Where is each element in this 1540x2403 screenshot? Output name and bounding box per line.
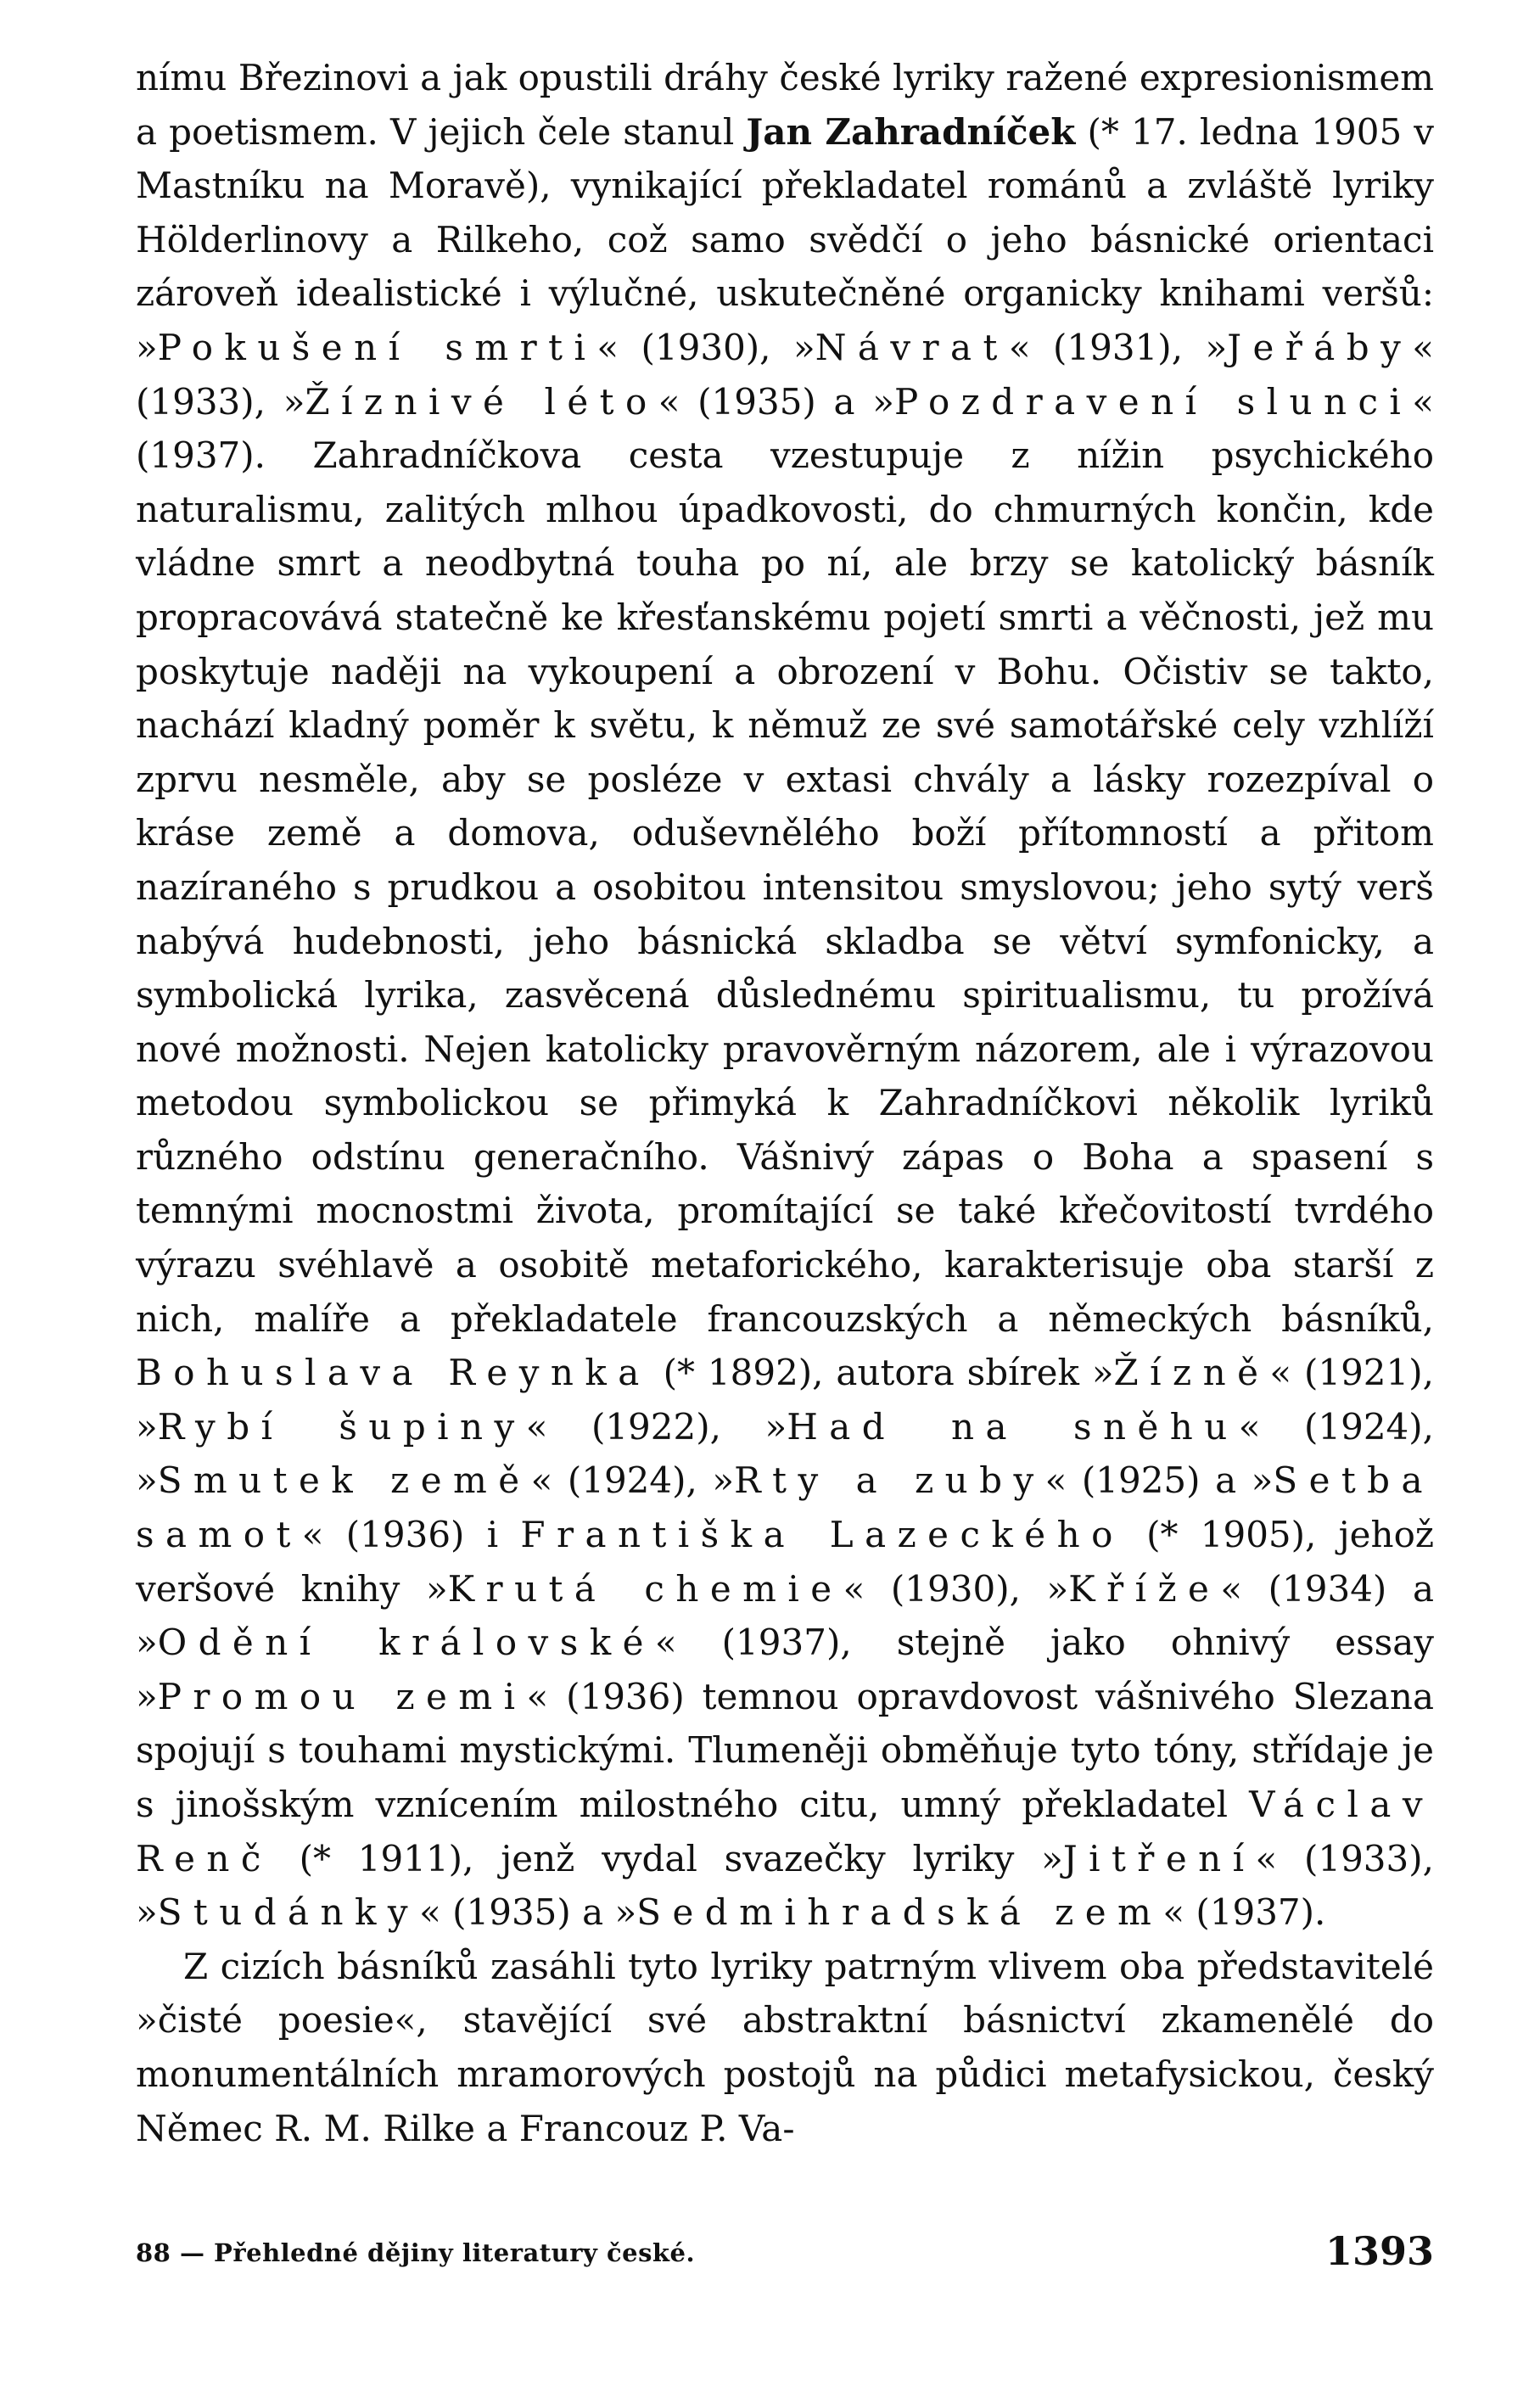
text-run: Z cizích básníků zasáhli tyto lyriky patrným vlivem oba představitelé »čisté poesie«, stavějící své abstraktní básnictví zkamenělé do monumentálních mramorových postojů na půdici metafysickou, český Němec R. M. Rilke a Francouz P. Va- — [136, 1945, 1434, 2149]
text-run: « (1930), » — [843, 1567, 1069, 1610]
spaced-title: Žíznivé léto — [305, 380, 658, 423]
text-run: (* 1911), jenž vydal svazečky lyriky » — [272, 1837, 1063, 1879]
text-run: « (1922), » — [525, 1405, 787, 1448]
text-run: « (1925) a » — [1044, 1459, 1274, 1502]
text-run: « (1935) a » — [419, 1891, 637, 1934]
spaced-title: Jitření — [1062, 1837, 1256, 1879]
text-run: « (1936) i — [301, 1514, 521, 1556]
text-run: « (1937), stejně jako ohnivý essay » — [136, 1622, 1434, 1717]
paragraph-1 — [136, 51, 1434, 1940]
text-run: « (1934) a » — [136, 1567, 1434, 1664]
spaced-title: Václav Renč — [136, 1784, 1434, 1879]
text-run: « (1930), » — [596, 326, 815, 368]
text-run: « (1933), » — [136, 326, 1434, 423]
spaced-title: Setba samot — [136, 1459, 1434, 1556]
spaced-title: Studánky — [157, 1891, 420, 1934]
spaced-title: Odění královské — [157, 1622, 655, 1664]
paragraph-2 — [136, 1940, 1434, 2155]
spaced-title: Rty a zuby — [734, 1459, 1045, 1502]
text-run: « (1937). — [1162, 1891, 1326, 1934]
spaced-title: Smutek země — [157, 1459, 531, 1502]
spaced-title: Rybí šupiny — [157, 1405, 526, 1448]
text-run: « (1931), » — [1008, 326, 1228, 368]
text-run: « (1933), » — [136, 1837, 1434, 1934]
spaced-title: Kříže — [1068, 1567, 1221, 1610]
spaced-title: Bohuslava Reynka — [136, 1352, 651, 1394]
spaced-title: Pokušení smrti — [157, 326, 597, 368]
spaced-title: Sedmihradská zem — [636, 1891, 1163, 1934]
spaced-title: Františka Lazeckého — [520, 1514, 1124, 1556]
page-footer — [136, 2228, 1434, 2288]
printer-signature: 88 — Přehledné dějiny literatury české. — [136, 2238, 696, 2267]
text-run: « (1935) a » — [658, 380, 894, 423]
text-run: (* 1905), jehož veršové knihy » — [136, 1514, 1435, 1610]
text-run: « (1937). Zahradníčkova cesta vzestupuje z nížin psychického naturalismu, zalitých mlhou úpadkovosti, do chmurných končin, kde vládne smrt a neodbytná touha po ní, ale brzy se katolický básník propracovává statečně ke křesťanskému pojetí smrti a věčnosti, jež mu poskytuje naději na vykoupení a obrození v Bohu. Očistiv se takto, nachází kladný poměr k světu, k němuž ze své samotářské cely vzhlíží zprvu nesměle, aby se posléze v extasi chvály a lásky rozezpíval o kráse země a domova, oduševnělého boží přítomností a přitom nazíraného s prudkou a osobitou intensitou smyslovou; jeho sytý verš nabývá hudebnosti, jeho básnická skladba se větví symfonicky, a symbolická lyrika, zasvěcená důslednému spiritualismu, tu prožívá nové možnosti. Nejen katolicky pravověrným názorem, ale i výrazovou metodou symbolickou se přimyká k Zahradníčkovi několik lyriků různého odstínu generačního. Vášnivý zápas o Boha a spasení s temnými mocnostmi života, promítající se také křečovitostí tvrdého výrazu svéhlavě a osobitě metaforického, karakterisuje oba starší z nich, malíře a překladatele francouzských a německých básníků, — [136, 380, 1434, 1340]
text-run: « (1921), » — [136, 1352, 1434, 1448]
spaced-title: Krutá chemie — [447, 1567, 843, 1610]
spaced-title: Návrat — [815, 326, 1009, 368]
spaced-title: Jeřáby — [1227, 326, 1413, 368]
spaced-title: Promou zemi — [157, 1675, 527, 1717]
author-name: Jan Zahradníček — [746, 110, 1076, 153]
spaced-title: Žízně — [1113, 1352, 1270, 1394]
text-run: « (1924), » — [136, 1405, 1435, 1502]
text-run: « (1936) temnou opravdovost vášnivého Slezana spojují s touhami mystickými. Tlumeněji obměňuje tyto tóny, střídaje je s jinošským vznícením milostného citu, umný překladatel — [136, 1675, 1434, 1825]
body-text — [136, 51, 1434, 2155]
text-run: (* 17. ledna 1905 v Mastníku na Moravě), vynikající překladatel románů a zvláště lyriky Hölderlinovy a Rilkeho, což samo svědčí o jeho básnické orientaci zároveň idealistické i výlučné, uskutečněné organicky knihami veršů: » — [136, 110, 1435, 368]
text-run: « (1924), » — [530, 1459, 735, 1502]
spaced-title: Pozdravení slunci — [894, 380, 1413, 423]
spaced-title: Had na sněhu — [787, 1405, 1239, 1448]
page-number: 1393 — [1324, 2228, 1434, 2274]
text-run: nímu Březinovi a jak opustili dráhy české lyriky ražené expresionismem a poetismem. V jejich čele stanul — [136, 57, 1434, 153]
text-run: (* 1892), autora sbírek » — [650, 1352, 1114, 1394]
